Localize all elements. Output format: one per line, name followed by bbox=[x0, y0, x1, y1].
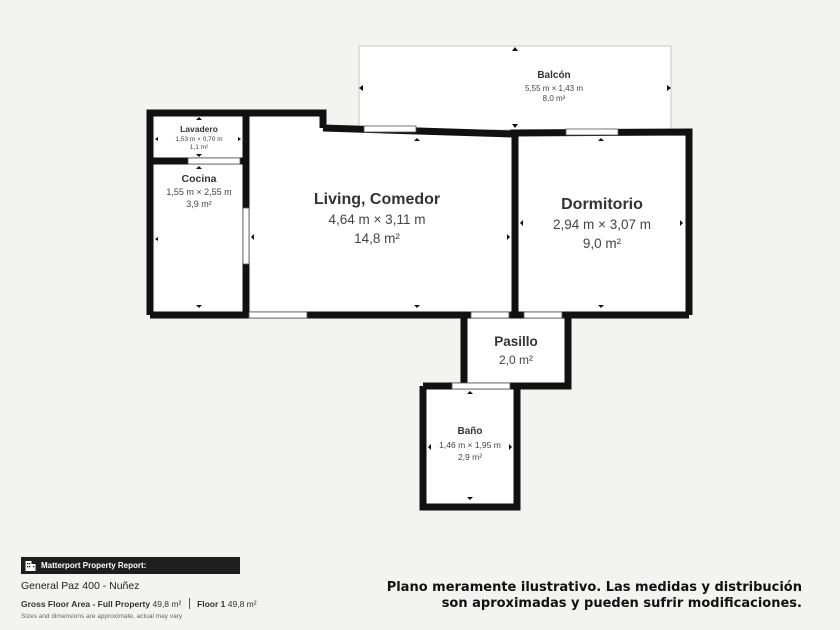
room-name: Pasillo bbox=[494, 334, 538, 349]
living-window-bottom bbox=[249, 312, 307, 318]
room-dims: 1,46 m × 1,95 m bbox=[439, 440, 501, 450]
room-area: 8,0 m² bbox=[542, 94, 566, 103]
room-area: 9,0 m² bbox=[582, 236, 622, 251]
room-area: 14,8 m² bbox=[354, 231, 400, 246]
pasillo-opening-right bbox=[524, 312, 562, 318]
room-name: Living, Comedor bbox=[313, 191, 441, 208]
lavadero-door bbox=[188, 158, 240, 164]
gross-area-label: Gross Floor Area - Full Property bbox=[21, 599, 151, 609]
balcon-label bbox=[525, 70, 583, 103]
report-header bbox=[21, 557, 240, 574]
floor-area-value: 49,8 m² bbox=[227, 599, 257, 609]
dormitorio-label bbox=[553, 196, 651, 251]
cocina-label bbox=[166, 173, 231, 209]
report-note: Sizes and dimensions are approximate, actual may vary bbox=[21, 613, 183, 620]
building-icon bbox=[25, 560, 36, 571]
bano-label bbox=[439, 426, 501, 462]
report-header-text: Matterport Property Report: bbox=[41, 561, 147, 570]
separator bbox=[189, 598, 190, 609]
room-dims: 4,64 m × 3,11 m bbox=[328, 212, 426, 227]
lavadero-label bbox=[175, 124, 222, 151]
room-dims: 5,55 m × 1,43 m bbox=[524, 84, 584, 93]
cocina-door bbox=[243, 208, 249, 264]
room-name: Baño bbox=[457, 426, 483, 437]
floor-label: Floor 1 bbox=[197, 599, 226, 609]
disclaimer-line-2: son aproximadas y pueden sufrir modificaciones. bbox=[441, 596, 802, 611]
pasillo-label bbox=[494, 334, 538, 367]
living-label bbox=[314, 191, 440, 246]
room-dims: 1,55 m × 2,55 m bbox=[166, 187, 232, 197]
pasillo-opening-left bbox=[471, 312, 509, 318]
plan-disclaimer bbox=[382, 580, 802, 612]
room-name: Lavadero bbox=[180, 124, 218, 134]
gross-area-value: 49,8 m² bbox=[152, 599, 182, 609]
room-area: 2,9 m² bbox=[457, 452, 483, 462]
room-area: 1,1 m² bbox=[189, 144, 209, 151]
property-name: General Paz 400 - Nuñez bbox=[21, 580, 140, 592]
living-window-top bbox=[364, 126, 416, 132]
room-name: Balcón bbox=[537, 70, 571, 81]
room-name: Cocina bbox=[181, 173, 217, 185]
room-area: 3,9 m² bbox=[186, 199, 212, 209]
room-dims: 2,94 m × 3,07 m bbox=[553, 217, 651, 232]
balcon-area bbox=[359, 46, 671, 130]
floor-areas bbox=[21, 598, 261, 609]
property-report bbox=[21, 557, 261, 620]
room-area: 2,0 m² bbox=[498, 353, 533, 367]
room-name: Dormitorio bbox=[561, 196, 643, 213]
dormitorio-window bbox=[566, 129, 618, 135]
disclaimer-line-1: Plano meramente ilustrativo. Las medidas y distribución bbox=[386, 580, 802, 595]
bano-door bbox=[452, 383, 510, 389]
room-dims: 1,53 m × 0,70 m bbox=[175, 136, 223, 143]
